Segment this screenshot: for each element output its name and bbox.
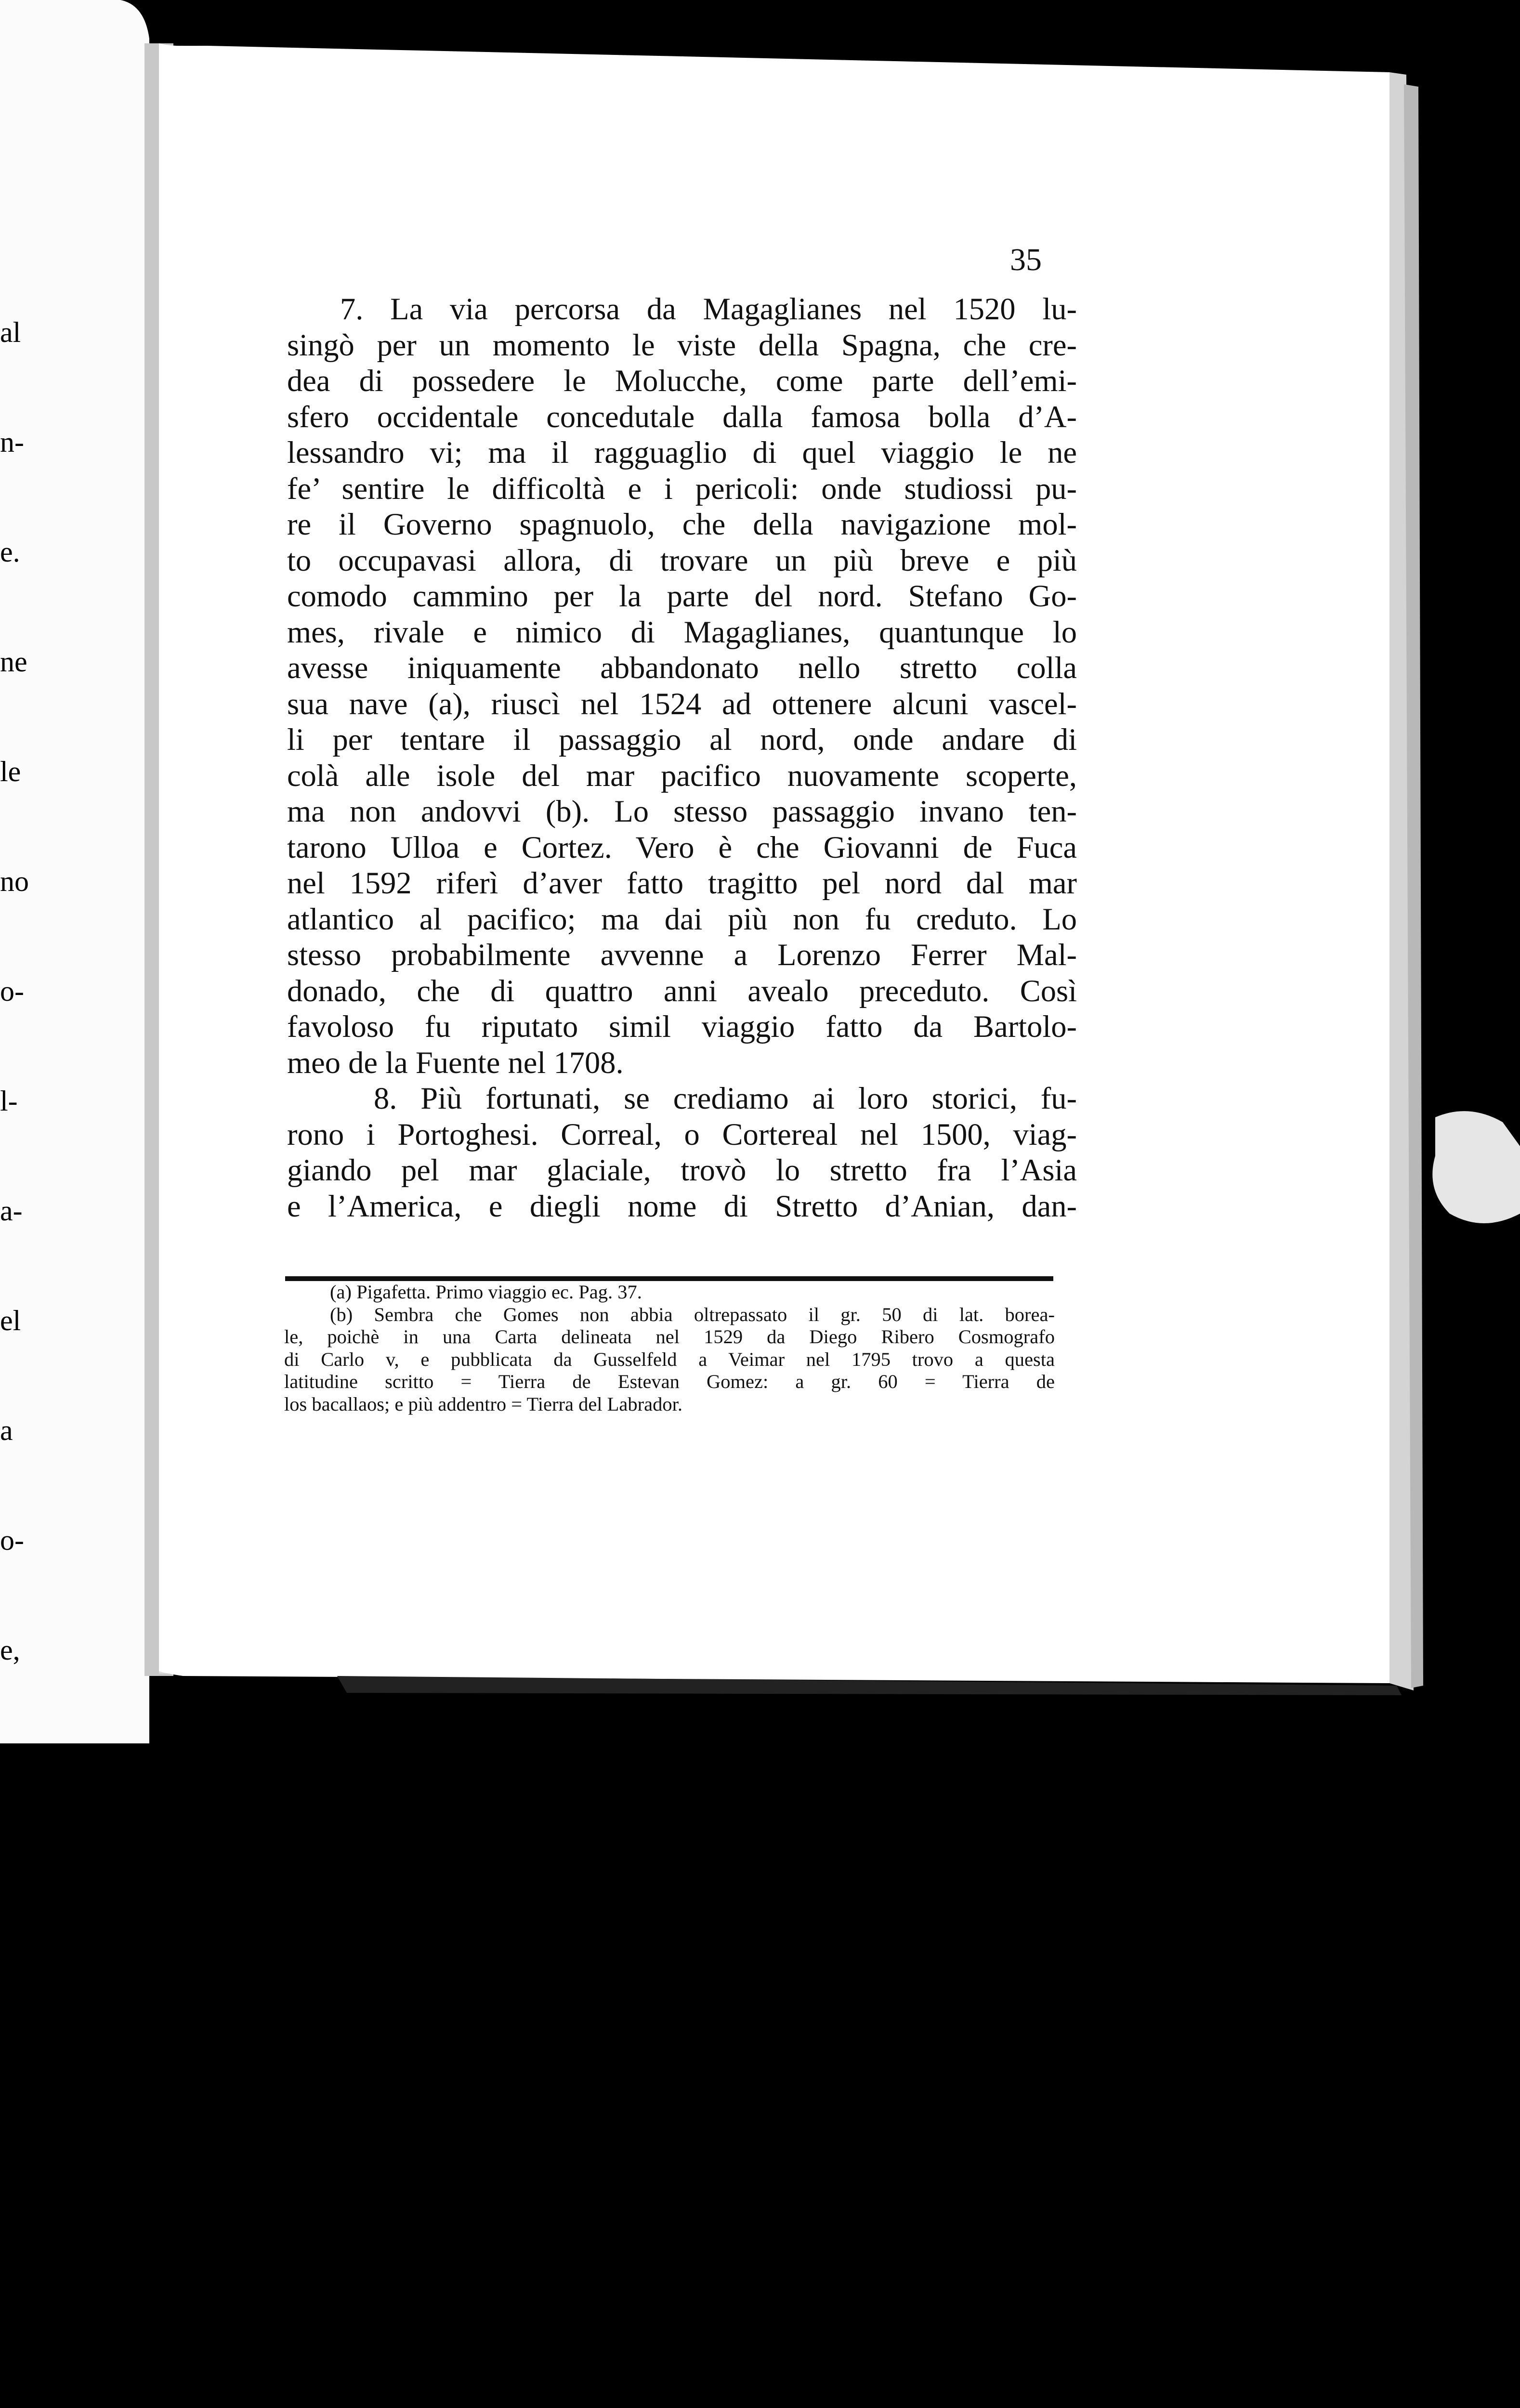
body-line: giando pel mar glaciale, trovò lo stretto fra l’Asia: [287, 1153, 1077, 1187]
body-line: re il Governo spagnuolo, che della navigazione mol-: [287, 507, 1077, 541]
body-text: [287, 291, 1077, 1224]
edge-line: n-: [0, 426, 24, 458]
edge-line: le: [0, 756, 21, 787]
body-line: sfero occidentale concedutale dalla famosa bolla d’A-: [287, 399, 1077, 434]
edge-line: -: [0, 2256, 10, 2288]
edge-line: -: [0, 1817, 10, 1849]
body-line: li per tentare il passaggio al nord, onde andare di: [287, 722, 1077, 757]
edge-line: a-: [0, 1195, 23, 1227]
body-line: e l’America, e diegli nome di Stretto d’Anian, dan-: [287, 1189, 1077, 1223]
edge-line: e.: [0, 536, 20, 568]
body-line: sua nave (a), riuscì nel 1524 ad ottenere alcuni vascel-: [287, 686, 1077, 721]
body-line: nel 1592 riferì d’aver fatto tragitto pel nord dal mar: [287, 866, 1077, 900]
body-line: colà alle isole del mar pacifico nuovamente scoperte,: [287, 758, 1077, 793]
body-line: mes, rivale e nimico di Magaglianes, quantunque lo: [287, 615, 1077, 649]
body-line: to occupavasi allora, di trovare un più breve e più: [287, 543, 1077, 577]
body-line: avesse iniquamente abbandonato nello stretto colla: [287, 651, 1077, 685]
footnotes: [284, 1281, 1055, 1415]
body-line: favoloso fu riputato simil viaggio fatto da Bartolo-: [287, 1009, 1077, 1044]
edge-line: no: [0, 865, 29, 897]
body-line: fe’ sentire le difficoltà e i pericoli: onde studiossi pu-: [287, 471, 1077, 506]
body-line: donado, che di quattro anni avealo preceduto. Così: [287, 973, 1077, 1008]
body-line: dea di possedere le Molucche, come parte dell’emi-: [287, 364, 1077, 398]
edge-line: o-: [0, 1524, 24, 1556]
footnote-rule: [285, 1276, 1053, 1281]
footnote-line: latitudine scritto = Tierra de Estevan Gomez: a gr. 60 = Tierra de: [284, 1371, 1055, 1392]
body-line: 7. La via percorsa da Magaglianes nel 1520 lu-: [340, 292, 1077, 326]
previous-page-margin-text: [0, 241, 39, 2408]
edge-line: o-: [0, 975, 24, 1007]
footnote-line: los bacallaos; e più addentro = Tierra del Labrador.: [284, 1393, 682, 1415]
body-line: rono i Portoghesi. Correal, o Cortereal nel 1500, viag-: [287, 1117, 1077, 1152]
body-line: tarono Ulloa e Cortez. Vero è che Giovanni de Fuca: [287, 830, 1077, 864]
body-line: atlantico al pacifico; ma dai più non fu creduto. Lo: [287, 902, 1077, 936]
edge-line: -: [0, 2366, 10, 2398]
body-line: ma non andovvi (b). Lo stesso passaggio invano ten-: [287, 794, 1077, 828]
body-line: meo de la Fuente nel 1708.: [287, 1045, 624, 1080]
body-line: stesso probabilmente avvenne a Lorenzo Ferrer Mal-: [287, 938, 1077, 972]
edge-line: a: [0, 1927, 13, 1959]
footnote-line: le, poichè in una Carta delineata nel 1529 da Diego Ribero Cosmografo: [284, 1326, 1055, 1348]
footnote-line: (b) Sembra che Gomes non abbia oltrepassato il gr. 50 di lat. borea-: [330, 1303, 1055, 1325]
edge-line: al: [0, 316, 21, 348]
page-number: 35: [1010, 242, 1042, 277]
edge-line: ne: [0, 646, 27, 678]
edge-line: e,: [0, 1634, 20, 1666]
body-line: 8. Più fortunati, se crediamo ai loro storici, fu-: [374, 1081, 1077, 1115]
edge-line: e-: [0, 2037, 23, 2068]
body-line: lessandro vi; ma il ragguaglio di quel viaggio le ne: [287, 435, 1077, 470]
footnote-line: (a) Pigafetta. Primo viaggio ec. Pag. 37.: [330, 1281, 642, 1303]
edge-line: a: [0, 1414, 13, 1446]
body-line: comodo cammino per la parte del nord. Stefano Go-: [287, 579, 1077, 613]
body-line: singò per un momento le viste della Spagna, che cre-: [287, 327, 1077, 362]
edge-line: l-: [0, 1085, 18, 1117]
footnote-line: di Carlo v, e pubblicata da Gusselfeld a Veimar nel 1795 trovo a questa: [284, 1348, 1055, 1370]
edge-line: o: [0, 2146, 14, 2178]
edge-line: el: [0, 1305, 21, 1336]
